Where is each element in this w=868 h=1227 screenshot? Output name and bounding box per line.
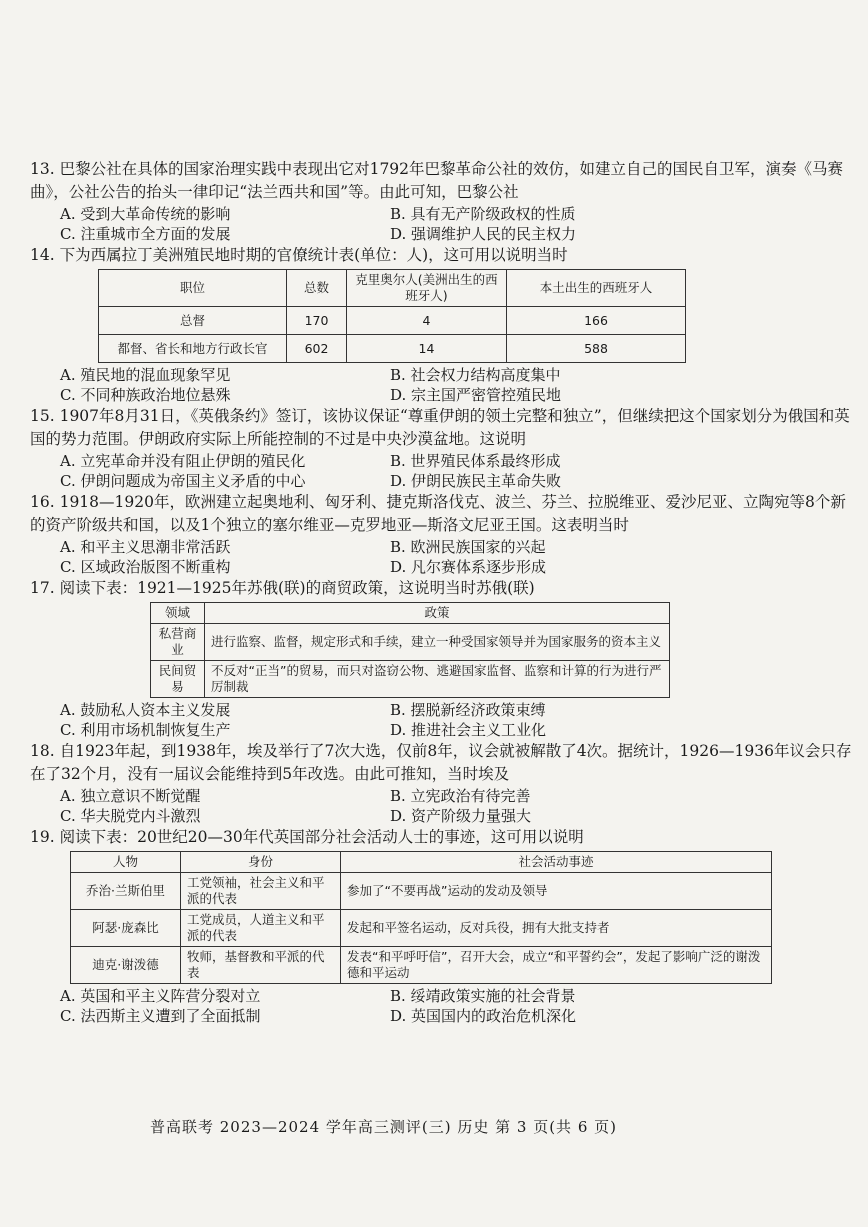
- question-19: [30, 826, 860, 1026]
- trade-policy-table: [150, 602, 670, 698]
- table-header-row: [151, 603, 670, 624]
- option-c: C. 利用市场机制恢复生产: [60, 721, 231, 739]
- option-a: A. 立宪革命并没有阻止伊朗的殖民化: [60, 452, 306, 470]
- question-14-options: [60, 365, 860, 405]
- exam-page: [30, 158, 860, 1026]
- option-b: B. 具有无产阶级政权的性质: [390, 205, 576, 223]
- table-cell: 发表“和平呼吁信”，召开大会，成立“和平誓约会”，发起了影响广泛的谢泼德和平运动: [341, 947, 772, 984]
- table-row: [99, 335, 686, 363]
- option-a: A. 和平主义思潮非常活跃: [60, 538, 231, 556]
- table-cell: 进行监察、监督，规定形式和手续，建立一种受国家领导并为国家服务的资本主义: [205, 624, 670, 661]
- table-cell: 不反对“正当”的贸易，而只对盗窃公物、逃避国家监督、监察和计算的行为进行严厉制裁: [205, 661, 670, 698]
- table-row: [71, 910, 772, 947]
- option-d: D. 伊朗民族民主革命失败: [390, 472, 562, 490]
- table-cell: 588: [507, 335, 686, 363]
- option-b: B. 立宪政治有待完善: [390, 787, 531, 805]
- option-d: D. 强调维护人民的民主权力: [390, 225, 577, 243]
- question-15-stem: 15. 1907年8月31日，《英俄条约》签订，该协议保证“尊重伊朗的领土完整和独立”，但继续把这个国家划分为俄国和英国的势力范围。伊朗政府实际上所能控制的不过是中央沙漠盆地。这说明: [30, 407, 850, 448]
- option-a: A. 受到大革命传统的影响: [60, 205, 231, 223]
- option-d: D. 推进社会主义工业化: [390, 721, 547, 739]
- option-c: C. 不同种族政治地位悬殊: [60, 386, 231, 404]
- peace-activists-table: [70, 851, 772, 984]
- option-a: A. 殖民地的混血现象罕见: [60, 366, 231, 384]
- page-footer: 普高联考 2023—2024 学年高三测评(三) 历史 第 3 页(共 6 页): [150, 1118, 617, 1136]
- table-cell: 总督: [99, 307, 287, 335]
- table-cell: 都督、省长和地方行政长官: [99, 335, 287, 363]
- table-header-row: [99, 270, 686, 307]
- table-header: 政策: [205, 603, 670, 624]
- option-b: B. 绥靖政策实施的社会背景: [390, 987, 576, 1005]
- question-17: [30, 577, 860, 740]
- question-17-stem: 17. 阅读下表：1921—1925年苏俄(联)的商贸政策，这说明当时苏俄(联): [30, 579, 535, 597]
- option-b: B. 世界殖民体系最终形成: [390, 452, 561, 470]
- table-cell: 602: [287, 335, 347, 363]
- question-13: [30, 158, 860, 244]
- option-d: D. 凡尔赛体系逐步形成: [390, 558, 547, 576]
- table-cell: 170: [287, 307, 347, 335]
- option-a: A. 鼓励私人资本主义发展: [60, 701, 231, 719]
- table-cell: 工党领袖，社会主义和平派的代表: [181, 873, 341, 910]
- option-b: B. 社会权力结构高度集中: [390, 366, 561, 384]
- table-header: 领域: [151, 603, 205, 624]
- option-c: C. 法西斯主义遭到了全面抵制: [60, 1007, 261, 1025]
- option-d: D. 宗主国严密管控殖民地: [390, 386, 562, 404]
- table-cell: 14: [347, 335, 507, 363]
- option-d: D. 英国国内的政治危机深化: [390, 1007, 577, 1025]
- table-header: 身份: [181, 852, 341, 873]
- question-15: [30, 405, 860, 491]
- option-b: B. 欧洲民族国家的兴起: [390, 538, 546, 556]
- table-row: [71, 873, 772, 910]
- question-15-options: [60, 451, 860, 491]
- question-19-stem: 19. 阅读下表：20世纪20—30年代英国部分社会活动人士的事迹，这可用以说明: [30, 828, 584, 846]
- table-row: [151, 624, 670, 661]
- question-13-options: [60, 204, 860, 244]
- table-cell: 乔治·兰斯伯里: [71, 873, 181, 910]
- question-16: [30, 491, 860, 577]
- question-18-stem: 18. 自1923年起，到1938年，埃及举行了7次大选，仅前8年，议会就被解散了4次。据统计，1926—1936年议会只存在了32个月，没有一届议会能维持到5年改选。由此可推知，当时埃及: [30, 742, 852, 783]
- question-18-options: [60, 786, 860, 826]
- table-header-row: [71, 852, 772, 873]
- table-cell: 阿瑟·庞森比: [71, 910, 181, 947]
- question-13-stem: 13. 巴黎公社在具体的国家治理实践中表现出它对1792年巴黎革命公社的效仿，如建立自己的国民自卫军，演奏《马赛曲》，公社公告的抬头一律印记“法兰西共和国”等。由此可知，巴黎公社: [30, 160, 844, 201]
- option-a: A. 独立意识不断觉醒: [60, 787, 201, 805]
- table-cell: 工党成员，人道主义和平派的代表: [181, 910, 341, 947]
- question-16-stem: 16. 1918—1920年，欧洲建立起奥地利、匈牙利、捷克斯洛伐克、波兰、芬兰、拉脱维亚、爱沙尼亚、立陶宛等8个新的资产阶级共和国，以及1个独立的塞尔维亚—克罗地亚—斯洛文尼亚王国。这表明当时: [30, 493, 846, 534]
- table-cell: 牧师，基督教和平派的代表: [181, 947, 341, 984]
- table-header: 克里奥尔人(美洲出生的西班牙人): [347, 270, 507, 307]
- option-b: B. 摆脱新经济政策束缚: [390, 701, 546, 719]
- bureaucracy-table: [98, 269, 686, 363]
- option-c: C. 伊朗问题成为帝国主义矛盾的中心: [60, 472, 306, 490]
- option-c: C. 区域政治版图不断重构: [60, 558, 231, 576]
- option-a: A. 英国和平主义阵营分裂对立: [60, 987, 261, 1005]
- table-cell: 发起和平签名运动，反对兵役，拥有大批支持者: [341, 910, 772, 947]
- question-16-options: [60, 537, 860, 577]
- option-c: C. 注重城市全方面的发展: [60, 225, 231, 243]
- table-cell: 私营商业: [151, 624, 205, 661]
- question-17-options: [60, 700, 860, 740]
- question-18: [30, 740, 860, 826]
- table-row: [99, 307, 686, 335]
- table-header: 社会活动事迹: [341, 852, 772, 873]
- table-row: [71, 947, 772, 984]
- table-cell: 166: [507, 307, 686, 335]
- table-cell: 参加了“不要再战”运动的发动及领导: [341, 873, 772, 910]
- table-header: 人物: [71, 852, 181, 873]
- table-header: 本土出生的西班牙人: [507, 270, 686, 307]
- table-row: [151, 661, 670, 698]
- table-cell: 4: [347, 307, 507, 335]
- option-c: C. 华夫脱党内斗激烈: [60, 807, 201, 825]
- option-d: D. 资产阶级力量强大: [390, 807, 532, 825]
- table-cell: 迪克·谢泼德: [71, 947, 181, 984]
- table-header: 职位: [99, 270, 287, 307]
- question-14-stem: 14. 下为西属拉丁美洲殖民地时期的官僚统计表(单位：人)，这可用以说明当时: [30, 246, 568, 264]
- question-19-options: [60, 986, 860, 1026]
- table-cell: 民间贸易: [151, 661, 205, 698]
- table-header: 总数: [287, 270, 347, 307]
- question-14: [30, 244, 860, 405]
